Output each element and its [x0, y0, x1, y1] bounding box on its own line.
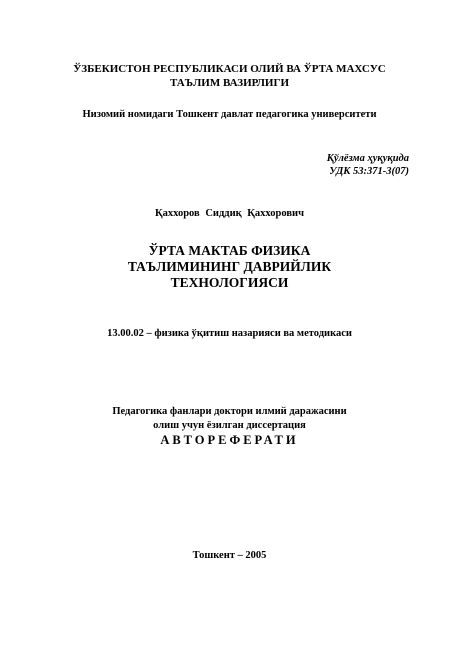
title-line-3: ТЕХНОЛОГИЯСИ: [170, 275, 289, 290]
university-name: Низомий номидаги Тошкент давлат педагогика университети: [82, 109, 377, 120]
city-year: Тошкент – 2005: [192, 550, 267, 561]
degree-line-2: олиш учун ёзилган диссертация: [153, 420, 306, 431]
udk-code: УДК 53:371-3(07): [329, 166, 409, 177]
degree-line-1: Педагогика фанлари доктори илмий даражасини: [112, 406, 347, 417]
manuscript-rights: Қўлёзма ҳуқуқида: [326, 153, 409, 164]
title-line-1: ЎРТА МАКТАБ ФИЗИКА: [148, 243, 311, 258]
specialty-code: 13.00.02 – физика ўқитиш назарияси ва методикаси: [107, 328, 352, 339]
title-line-2: ТАЪЛИМИНИНГ ДАВРИЙЛИК: [127, 259, 332, 274]
ministry-line-2: ТАЪЛИМ ВАЗИРЛИГИ: [169, 77, 290, 89]
ministry-line-1: ЎЗБЕКИСТОН РЕСПУБЛИКАСИ ОЛИЙ ВА ЎРТА МАХСУС: [73, 63, 386, 75]
abstract-label: АВТОРЕФЕРАТИ: [160, 433, 299, 447]
author-name: Қаххоров Сиддиқ Қаххорович: [154, 208, 304, 219]
